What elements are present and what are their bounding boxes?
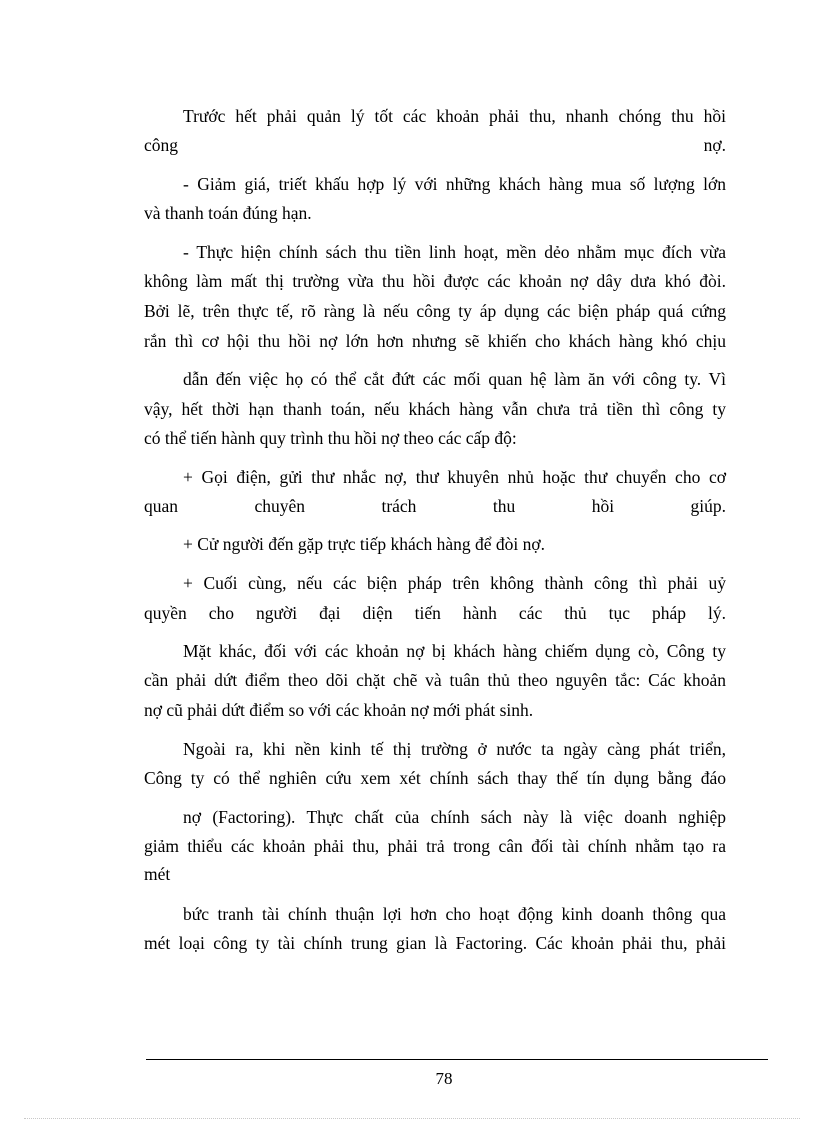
page-edge-divider (24, 1118, 800, 1119)
text-line: mét loại công ty tài chính trung gian là Factoring. Các khoản phải thu, phải (144, 933, 726, 953)
text-line: - Thực hiện chính sách thu tiền linh hoạt, mền dẻo nhằm mục đích vừa (183, 242, 726, 262)
text-line: giảm thiểu các khoản phải thu, phải trả trong cân đối tài chính nhằm tạo ra (144, 836, 726, 856)
text-line: mét (144, 864, 171, 884)
text-line: công nợ. (144, 135, 726, 155)
text-line: quan chuyên trách thu hồi giúp. (144, 496, 726, 516)
text-line: rắn thì cơ hội thu hồi nợ lớn hơn nhưng sẽ khiến cho khách hàng khó chịu (144, 331, 726, 351)
text-line: và thanh toán đúng hạn. (144, 203, 312, 223)
page-number: 78 (435, 1069, 453, 1088)
text-line: Công ty có thể nghiên cứu xem xét chính sách thay thế tín dụng bằng đáo (144, 768, 726, 788)
text-line: + Gọi điện, gửi thư nhắc nợ, thư khuyên nhủ hoặc thư chuyển cho cơ (183, 467, 726, 487)
text-line: Ngoài ra, khi nền kinh tế thị trường ở nước ta ngày càng phát triển, (183, 739, 726, 759)
text-line: + Cử người đến gặp trực tiếp khách hàng để đòi nợ. (183, 534, 546, 554)
text-line: cần phải dứt điểm theo dõi chặt chẽ và tuân thủ theo nguyên tắc: Các khoản (144, 670, 726, 690)
text-line: vậy, hết thời hạn thanh toán, nếu khách hàng vẫn chưa trả tiền thì công ty (144, 399, 726, 419)
text-line: Trước hết phải quản lý tốt các khoản phải thu, nhanh chóng thu hồi (183, 106, 726, 126)
text-line: quyền cho người đại diện tiến hành các thủ tục pháp lý. (144, 603, 726, 623)
text-line: bức tranh tài chính thuận lợi hơn cho hoạt động kinh doanh thông qua (183, 904, 726, 924)
text-line: nợ cũ phải dứt điểm so với các khoản nợ mới phát sinh. (144, 700, 534, 720)
text-line: - Giảm giá, triết khấu hợp lý với những khách hàng mua số lượng lớn (183, 174, 726, 194)
text-line: Bởi lẽ, trên thực tế, rõ ràng là nếu công ty áp dụng các biện pháp quá cứng (144, 301, 726, 321)
text-line: dẫn đến việc họ có thể cắt đứt các mối quan hệ làm ăn với công ty. Vì (183, 369, 726, 389)
text-line: + Cuối cùng, nếu các biện pháp trên không thành công thì phải uỷ (183, 573, 726, 593)
text-line: nợ (Factoring). Thực chất của chính sách này là việc doanh nghiệp (183, 807, 726, 827)
footer-rule (146, 1059, 768, 1060)
text-line: Mặt khác, đối với các khoản nợ bị khách hàng chiếm dụng cò, Công ty (183, 641, 726, 661)
text-line: không làm mất thị trường vừa thu hồi được các khoản nợ dây dưa khó đòi. (144, 271, 726, 291)
text-line: có thể tiến hành quy trình thu hồi nợ theo các cấp độ: (144, 428, 517, 448)
